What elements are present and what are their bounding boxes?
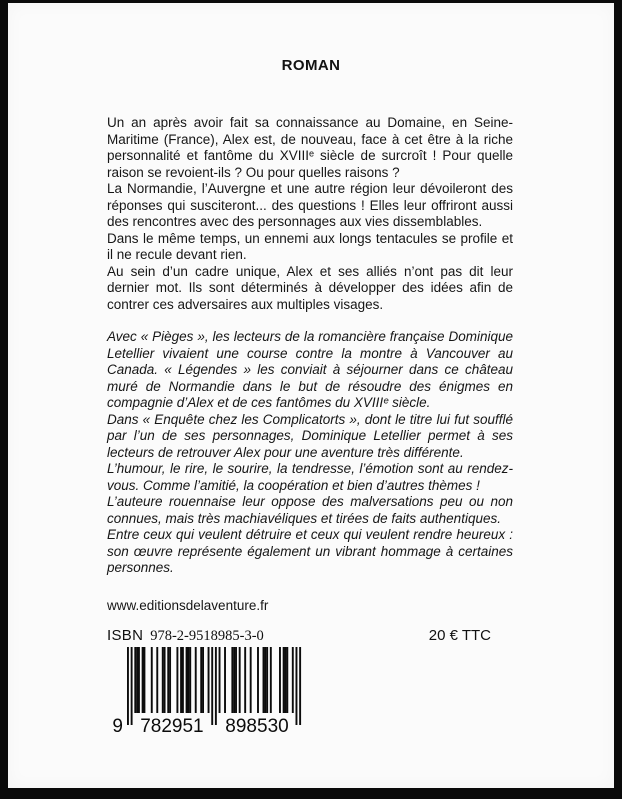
- review-paragraph: Avec « Pièges », les lecteurs de la romancière française Dominique Letellier vivaient une course contre la montre à Vancouver au Canada. « Légendes » les conviait à séjourner dans ce château muré de Normandie dans le but de résoudre des énigmes en compagnie d’Alex et de ces fantômes du XVIIIᵉ siècle.: [107, 329, 513, 410]
- review-paragraph: L’auteure rouennaise leur oppose des malversations peu ou non connues, mais très machiavéliques et tirées de faits authentiques.: [107, 494, 513, 526]
- review-paragraph: L’humour, le rire, le sourire, la tendresse, l’émotion sont au rendez-vous. Comme l’amitié, la coopération et bien d’autres thèmes !: [107, 461, 513, 493]
- synopsis-paragraph: Dans le même temps, un ennemi aux longs tentacules se profile et il ne recule devant rien.: [107, 230, 513, 262]
- book-back-cover-page: [8, 3, 614, 788]
- isbn-number: 978-2-9518985-3-0: [150, 628, 264, 644]
- text-column: [107, 115, 513, 735]
- synopsis-paragraph: Un an après avoir fait sa connaissance au Domaine, en Seine-Maritime (France), Alex est, de nouveau, face à cet être à la riche personnalité et fantôme du XVIIIᵉ siècle de surcroît ! Pour quelle raison se revoient-ils ? Ou pour quelles raisons ?: [107, 115, 513, 180]
- isbn-label: ISBN: [107, 627, 144, 644]
- genre-heading: ROMAN: [281, 57, 341, 74]
- review-paragraph: Dans « Enquête chez les Complicatorts », dont le titre lui fut soufflé par l’un de ses personnages, Dominique Letellier permet à ses lecteurs de retrouver Alex pour une aventure très différente.: [107, 411, 513, 460]
- review-paragraph: Entre ceux qui veulent détruire et ceux qui veulent rendre heureux : son œuvre représente également un vibrant hommage à certaines personnes.: [107, 527, 513, 575]
- publisher-website-url: www.editionsdelaventure.fr: [107, 597, 269, 613]
- synopsis-paragraph: La Normandie, l’Auvergne et une autre région leur dévoileront des réponses qui susciteront... des questions ! Elles leur offriront aussi des rencontres avec des personnages aux vies dissemblables.: [107, 181, 513, 229]
- synopsis-block: [107, 115, 513, 313]
- barcode-digits-right: 898530: [225, 716, 289, 737]
- synopsis-paragraph: Au sein d’un cadre unique, Alex et ses alliés n’ont pas dit leur dernier mot. Ils sont déterminés à développer des idées afin de contrer ces adversaires aux multiples visages.: [107, 263, 513, 312]
- ean13-barcode-svg: [112, 647, 301, 737]
- isbn-price-row: [107, 627, 513, 645]
- author-presentation-block: [107, 329, 513, 577]
- barcode-digit-first: 9: [112, 716, 123, 737]
- barcode-digits-left: 782951: [140, 716, 204, 737]
- isbn-group: [107, 627, 264, 645]
- price-label: 20 € TTC: [428, 627, 491, 644]
- ean13-barcode: [112, 647, 301, 737]
